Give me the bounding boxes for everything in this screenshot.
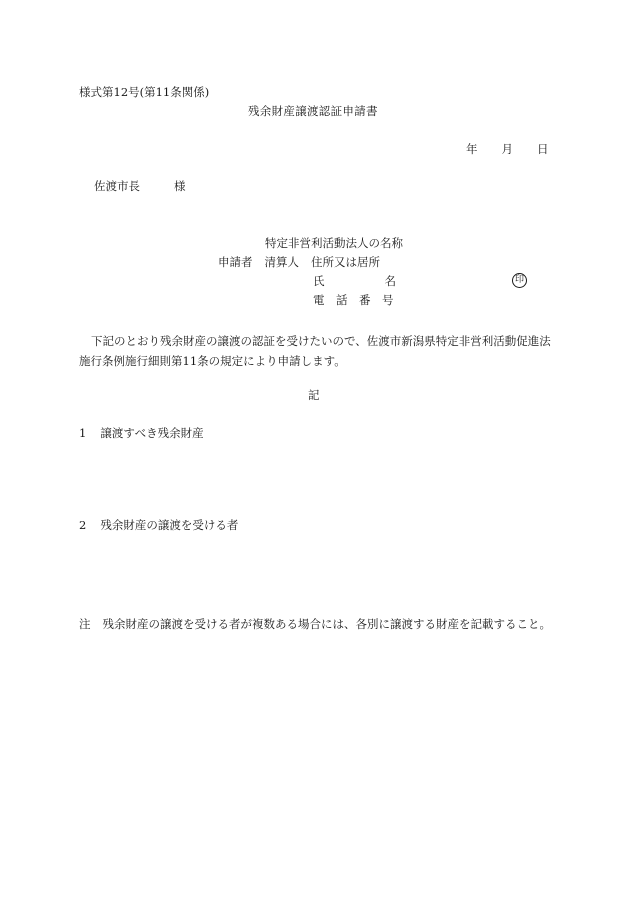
applicant-row: [218, 257, 380, 269]
item-number: 1: [79, 426, 87, 440]
note: [79, 614, 575, 634]
date-month: 月: [501, 142, 513, 156]
name-row: [313, 276, 396, 288]
applicant-label: 申請者: [218, 255, 253, 269]
item-text: 残余財産の譲渡を受ける者: [100, 518, 239, 532]
note-label: 注: [79, 617, 91, 631]
ki-heading: 記: [308, 388, 320, 402]
date-day: 日: [537, 142, 549, 156]
addressee-honorific: 様: [174, 179, 186, 193]
addressee-name: 佐渡市長: [94, 179, 140, 193]
name-label-first: 氏: [313, 274, 325, 288]
seal-mark: 印: [512, 273, 527, 288]
address-label: 住所又は居所: [311, 255, 380, 269]
date-line: [466, 144, 549, 156]
document-title: 残余財産譲渡認証申請書: [248, 104, 378, 118]
list-item: [79, 428, 204, 440]
date-year: 年: [466, 142, 478, 156]
item-number: 2: [79, 518, 87, 532]
note-text: 残余財産の譲渡を受ける者が複数ある場合には、各別に譲渡する財産を記載すること。: [102, 617, 551, 631]
body-text: 下記のとおり残余財産の譲渡の認証を受けたいので、佐渡市新潟県特定非営利活動促進法施行条例施行細則第11条の規定により申請します。: [79, 334, 551, 368]
addressee: [94, 181, 186, 193]
item-text: 譲渡すべき残余財産: [100, 426, 204, 440]
name-label-second: 名: [384, 274, 396, 288]
form-number: 様式第12号(第11条関係): [79, 85, 210, 99]
liquidator-label: 清算人: [264, 255, 299, 269]
org-name-label: 特定非営利活動法人の名称: [265, 236, 403, 250]
list-item: [79, 520, 238, 532]
phone-label: 電 話 番 号: [313, 293, 394, 307]
